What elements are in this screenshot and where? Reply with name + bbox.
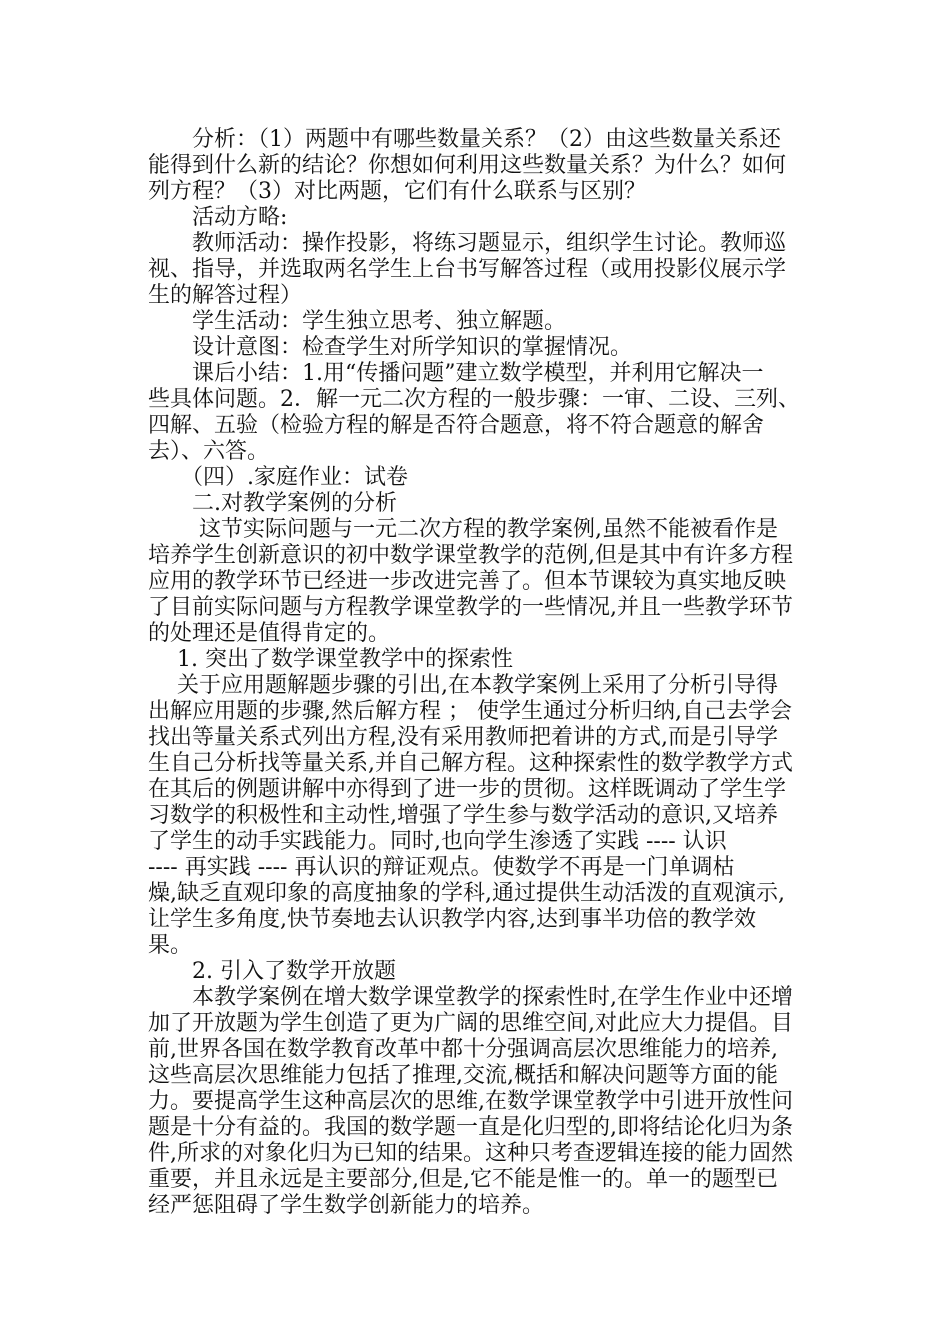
text-line: ---- 再实践 ---- 再认识的辩证观点。使数学不再是一门单调枯 — [148, 855, 735, 880]
text-line: 的处理还是值得肯定的。 — [148, 621, 391, 646]
text-line: 能得到什么新的结论？你想如何利用这些数量关系？为什么？如何 — [148, 153, 787, 178]
text-line: 这些高层次思维能力包括了推理,交流,概括和解决问题等方面的能 — [148, 1063, 778, 1088]
text-line: 题是十分有益的。我国的数学题一直是化归型的,即将结论化归为条 — [148, 1115, 793, 1140]
subsection-heading: 2. 引入了数学开放题 — [148, 959, 396, 984]
text-line: 重要，并且永远是主要部分,但是,它不能是惟一的。单一的题型已 — [148, 1167, 778, 1192]
text-line: 列方程？（3）对比两题，它们有什么联系与区别？ — [148, 179, 646, 204]
text-line: 经严惩阻碍了学生数学创新能力的培养。 — [148, 1193, 545, 1218]
text-line: 活动方略: — [148, 205, 288, 230]
text-line: 燥,缺乏直观印象的高度抽象的学科,通过提供生动活泼的直观演示, — [148, 881, 785, 906]
text-line: 课后小结：1.用“传播问题”建立数学模型，并利用它解决一 — [148, 361, 764, 386]
text-line: 培养学生创新意识的初中数学课堂教学的范例,但是其中有许多方程 — [148, 543, 793, 568]
text-line: 视、指导，并选取两名学生上台书写解答过程（或用投影仪展示学 — [148, 257, 787, 282]
text-line: （四）.家庭作业：试卷 — [148, 465, 408, 490]
text-line: 习数学的积极性和主动性,增强了学生参与数学活动的意识,又培养 — [148, 803, 778, 828]
text-line: 找出等量关系式列出方程,没有采用教师把着讲的方式,而是引导学 — [148, 725, 778, 750]
text-line: 关于应用题解题步骤的引出,在本教学案例上采用了分析引导得 — [148, 673, 778, 698]
text-line: 力。要提高学生这种高层次的思维,在数学课堂教学中引进开放性问 — [148, 1089, 793, 1114]
text-line: 果。 — [148, 933, 193, 958]
subsection-heading: 1. 突出了数学课堂教学中的探索性 — [148, 647, 513, 672]
text-line: 应用的教学环节已经进一步改进完善了。但本节课较为真实地反映 — [148, 569, 787, 594]
text-line: 生自己分析找等量关系,并自己解方程。这种探索性的数学教学方式 — [148, 751, 793, 776]
text-line: 设计意图：检查学生对所学知识的掌握情况。 — [148, 335, 633, 360]
text-line: 这节实际问题与一元二次方程的教学案例,虽然不能被看作是 — [148, 517, 778, 542]
text-line: 四解、五验（检验方程的解是否符合题意，将不符合题意的解舍 — [148, 413, 765, 438]
text-line: 了目前实际问题与方程教学课堂教学的一些情况,并且一些教学环节 — [148, 595, 793, 620]
text-line: 件,所求的对象化归为已知的结果。这种只考查逻辑连接的能力固然 — [148, 1141, 793, 1166]
section-heading: 二.对教学案例的分析 — [148, 491, 397, 516]
text-line: 出解应用题的步骤,然后解方程 ； 使学生通过分析归纳,自己去学会 — [148, 699, 792, 724]
text-line: 学生活动：学生独立思考、独立解题。 — [148, 309, 567, 334]
text-line: 教师活动：操作投影，将练习题显示，组织学生讨论。教师巡 — [148, 231, 787, 256]
text-line: 生的解答过程） — [148, 283, 303, 308]
text-line: 在其后的例题讲解中亦得到了进一步的贯彻。这样既调动了学生学 — [148, 777, 787, 802]
text-line: 加了开放题为学生创造了更为广阔的思维空间,对此应大力提倡。目 — [148, 1011, 793, 1036]
text-line: 些具体问题。2．解一元二次方程的一般步骤：一审、二设、三列、 — [148, 387, 800, 412]
text-line: 去）、六答。 — [148, 439, 270, 464]
text-line: 前,世界各国在数学教育改革中都十分强调高层次思维能力的培养, — [148, 1037, 778, 1062]
text-line: 分析：（1）两题中有哪些数量关系？（2）由这些数量关系还 — [148, 127, 781, 152]
text-line: 了学生的动手实践能力。同时,也向学生渗透了实践 ---- 认识 — [148, 829, 727, 854]
text-line: 本教学案例在增大数学课堂教学的探索性时,在学生作业中还增 — [148, 985, 793, 1010]
text-line: 让学生多角度,快节奏地去认识教学内容,达到事半功倍的教学效 — [148, 907, 756, 932]
